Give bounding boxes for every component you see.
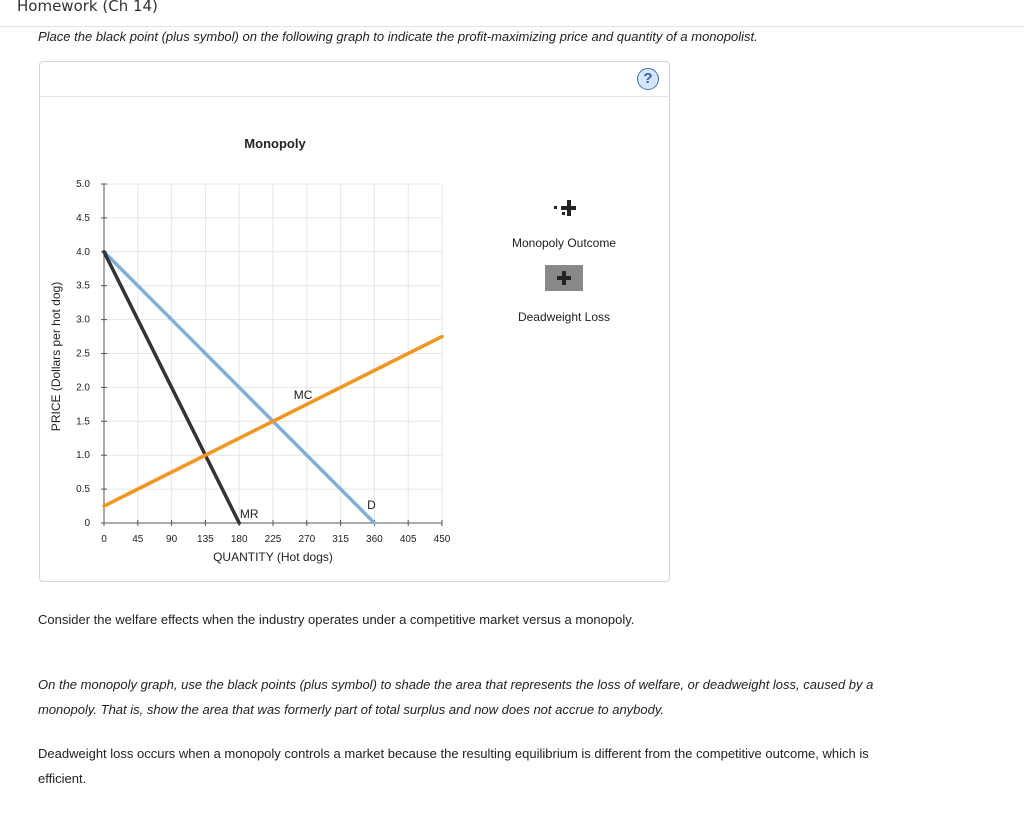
deadweight-loss-tool-button[interactable]	[545, 265, 583, 291]
x-tick-label: 90	[166, 534, 178, 545]
page-title: Homework (Ch 14)	[17, 0, 158, 15]
curve-label-mr: MR	[239, 507, 259, 521]
x-axis-label: QUANTITY (Hot dogs)	[213, 550, 333, 564]
paragraph-dwl-line-2: efficient.	[38, 771, 87, 786]
graph-panel	[39, 61, 670, 582]
top-bar	[0, 0, 1024, 27]
shaded-plus-icon	[545, 265, 583, 291]
x-tick-label: 0	[101, 534, 107, 545]
tool-label-deadweight-loss[interactable]: Deadweight Loss	[517, 310, 611, 324]
x-tick-label: 315	[332, 534, 349, 545]
y-tick-label: 0	[84, 518, 90, 529]
x-tick-label: 225	[264, 534, 282, 545]
x-tick-label: 270	[298, 534, 316, 545]
plus-marker-icon[interactable]	[554, 198, 576, 218]
y-tick-label: 2.5	[76, 348, 90, 360]
paragraph-task-line-1: On the monopoly graph, use the black points (plus symbol) to shade the area that represents the loss of welfare, or deadweight loss, caused by a	[38, 677, 874, 692]
x-tick-label: 135	[197, 534, 214, 545]
y-tick-label: 4.0	[76, 246, 90, 258]
x-tick-label: 405	[399, 534, 417, 545]
y-tick-label: 3.0	[76, 314, 90, 326]
paragraph-welfare: Consider the welfare effects when the industry operates under a competitive market versus a monopoly.	[38, 612, 635, 627]
x-tick-label: 45	[132, 534, 144, 545]
curve-label-d: D	[367, 498, 376, 512]
y-tick-label: 0.5	[76, 484, 90, 496]
y-tick-label: 1.5	[76, 416, 90, 428]
instruction-text: Place the black point (plus symbol) on the following graph to indicate the profit-maximizing price and quantity of a monopolist.	[38, 29, 758, 44]
chart-title: Monopoly	[244, 136, 306, 151]
x-tick-label: 360	[366, 534, 383, 545]
y-tick-label: 2.0	[76, 382, 90, 394]
y-axis-label: PRICE (Dollars per hot dog)	[49, 281, 63, 432]
y-tick-label: 4.5	[76, 212, 90, 224]
tool-label-monopoly-outcome[interactable]: Monopoly Outcome	[511, 236, 617, 250]
paragraph-dwl-line-1: Deadweight loss occurs when a monopoly controls a market because the resulting equilibrium is different from the competitive outcome, which is	[38, 746, 869, 761]
x-tick-label: 450	[433, 534, 451, 545]
y-tick-label: 3.5	[76, 280, 90, 292]
help-icon: ?	[643, 70, 653, 87]
y-tick-label: 5.0	[76, 179, 90, 190]
y-tick-label: 1.0	[76, 450, 90, 462]
paragraph-task-line-2: monopoly. That is, show the area that was formerly part of total surplus and now does not accrue to anybody.	[38, 702, 665, 717]
x-tick-label: 180	[230, 534, 248, 545]
curve-label-mc: MC	[293, 388, 313, 403]
